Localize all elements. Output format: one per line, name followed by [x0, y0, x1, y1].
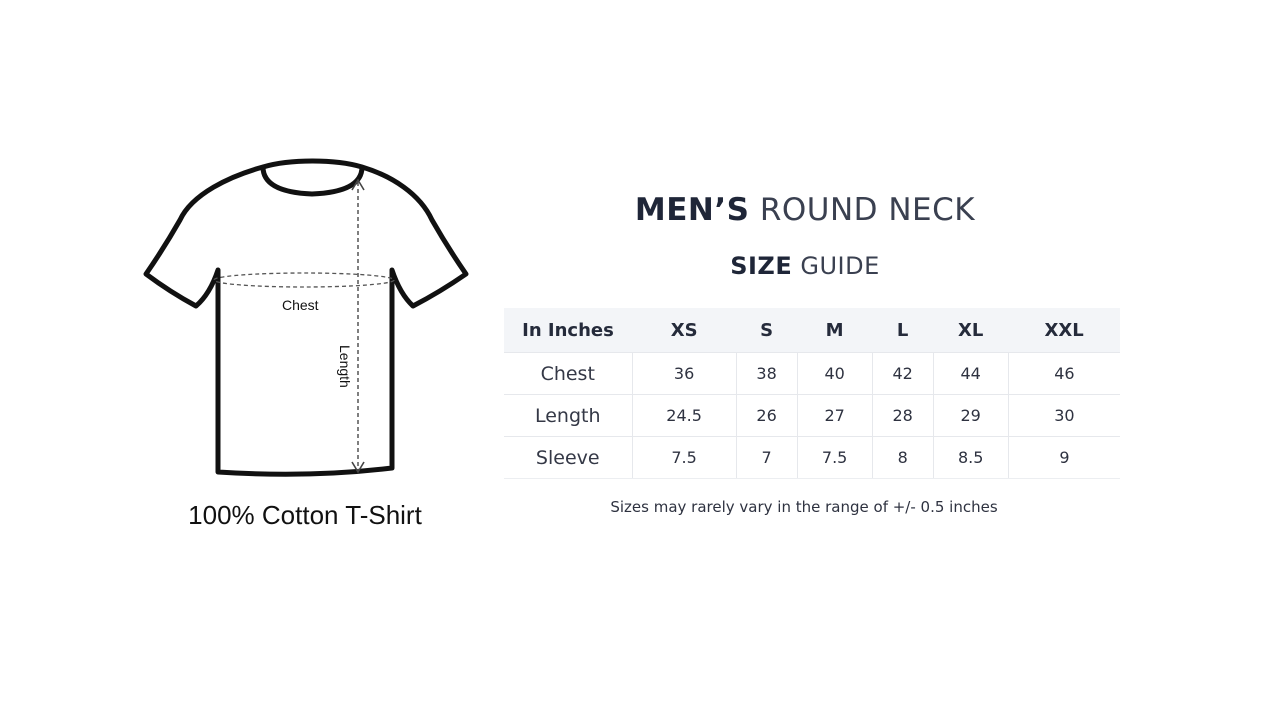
table-cell: 8.5 [933, 437, 1008, 479]
table-cell: 26 [736, 395, 797, 437]
heading-title [520, 192, 1090, 228]
row-label-length: Length [504, 395, 632, 437]
size-variance-note: Sizes may rarely vary in the range of +/- 0.5 inches [610, 498, 998, 516]
table-row [504, 353, 1120, 395]
row-label-chest: Chest [504, 353, 632, 395]
size-table [504, 308, 1120, 479]
table-cell: 38 [736, 353, 797, 395]
table-corner-header: In Inches [504, 308, 632, 353]
chest-label: Chest [282, 297, 319, 313]
tshirt-diagram [130, 150, 490, 490]
size-header-l: L [872, 308, 933, 353]
table-cell: 29 [933, 395, 1008, 437]
table-cell: 40 [797, 353, 872, 395]
shirt-caption: 100% Cotton T-Shirt [188, 500, 422, 530]
table-cell: 46 [1008, 353, 1120, 395]
table-cell: 7 [736, 437, 797, 479]
table-cell: 24.5 [632, 395, 736, 437]
size-header-s: S [736, 308, 797, 353]
size-header-xl: XL [933, 308, 1008, 353]
size-header-m: M [797, 308, 872, 353]
heading-subtitle [520, 252, 1090, 280]
tshirt-outline-icon [130, 150, 490, 490]
row-label-sleeve: Sleeve [504, 437, 632, 479]
heading-subtitle-light: GUIDE [800, 252, 880, 280]
table-cell: 36 [632, 353, 736, 395]
table-cell: 7.5 [632, 437, 736, 479]
tshirt-outline [146, 161, 466, 474]
heading-title-bold: MEN’S [634, 192, 750, 228]
heading-title-light: ROUND NECK [759, 192, 976, 228]
table-header-row [504, 308, 1120, 353]
table-cell: 30 [1008, 395, 1120, 437]
table-cell: 27 [797, 395, 872, 437]
table-cell: 7.5 [797, 437, 872, 479]
table-cell: 8 [872, 437, 933, 479]
table-cell: 9 [1008, 437, 1120, 479]
size-header-xxl: XXL [1008, 308, 1120, 353]
table-row [504, 395, 1120, 437]
table-row [504, 437, 1120, 479]
table-cell: 42 [872, 353, 933, 395]
size-header-xs: XS [632, 308, 736, 353]
length-label: Length [337, 345, 353, 388]
table-cell: 44 [933, 353, 1008, 395]
table-cell: 28 [872, 395, 933, 437]
heading-subtitle-bold: SIZE [730, 252, 793, 280]
